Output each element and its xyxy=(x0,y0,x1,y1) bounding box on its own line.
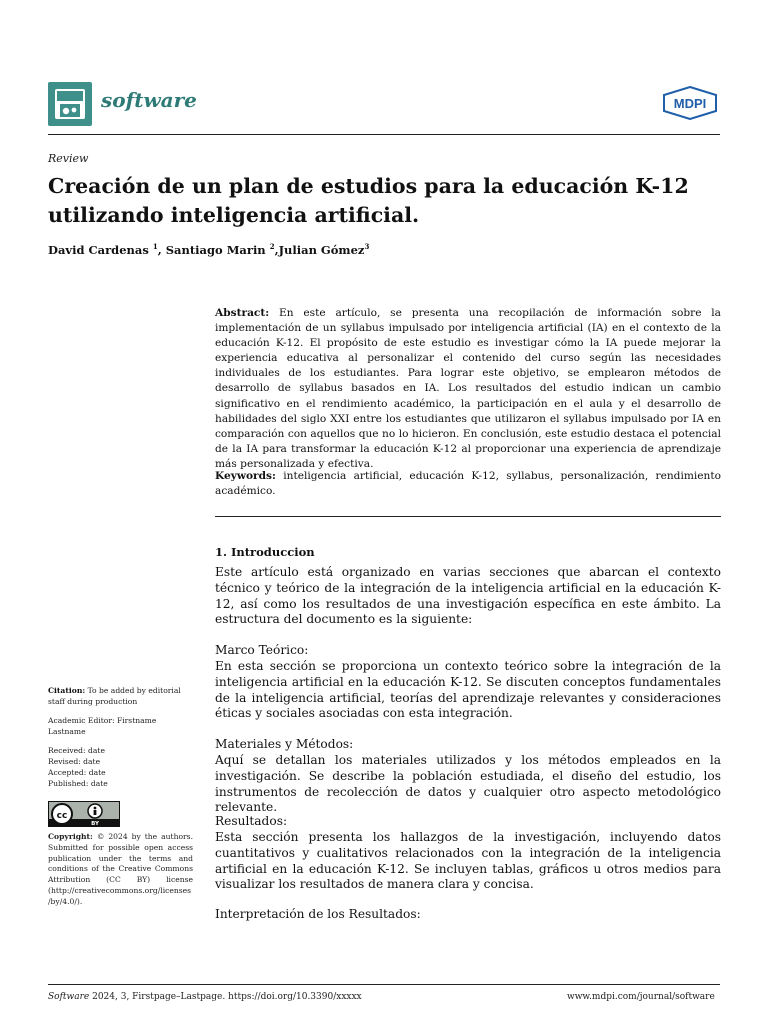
author-affiliation: 1 xyxy=(152,242,158,251)
article-type: Review xyxy=(48,152,89,165)
journal-url-link[interactable]: www.mdpi.com/journal/software xyxy=(567,992,715,1002)
keywords xyxy=(215,469,721,499)
resultados-paragraph: Esta sección presenta los hallazgos de la investigación, incluyendo datos cuantitativos y cualitativos relacionados con la integración de la inteligencia artificial en la educación K-12. Se incluyen tablas, gráficos u otros medios para visualizar los resultados de manera clara y concisa. xyxy=(215,830,721,892)
author-separator: , xyxy=(157,242,166,257)
section-heading: 1. Introduccion xyxy=(215,545,315,559)
journal-logo-icon xyxy=(48,82,92,126)
copyright-label: Copyright: xyxy=(48,832,93,841)
revised-date: Revised: date xyxy=(48,757,101,766)
author-name: Julian Gómez xyxy=(278,242,365,257)
editor-text: Firstname Lastname xyxy=(48,716,157,736)
marco-heading: Marco Teórico: xyxy=(215,643,309,657)
footer-citation-text: 2024, 3, Firstpage–Lastpage. https://doi.org/10.3390/xxxxx xyxy=(89,992,362,1002)
materiales-paragraph: Aquí se detallan los materiales utilizados y los métodos empleados en la investigación. Se describe la población estudiada, el diseño del estudio, los instrumentos de recolección de datos y cualquier otro aspecto metodológico relevante. xyxy=(215,753,721,815)
copyright-text: © 2024 by the authors. Submitted for possible open access publication under the terms and conditions of the Creative Commons Attribution (CC BY) license (http://creativecommons.org/licenses /by/4.0/). xyxy=(48,832,193,906)
materiales-heading: Materiales y Métodos: xyxy=(215,737,354,751)
abstract-label: Abstract: xyxy=(215,307,270,319)
footer-divider xyxy=(48,984,720,985)
svg-text:BY: BY xyxy=(91,821,99,826)
article-title: Creación de un plan de estudios para la educación K-12 utilizando inteligencia artificial. xyxy=(48,174,689,227)
citation-note xyxy=(48,686,193,708)
cc-by-license-icon[interactable] xyxy=(48,801,120,827)
intro-paragraph: Este artículo está organizado en varias secciones que abarcan el contexto técnico y teórico de la integración de la inteligencia artificial en la educación K-12, así como los resultados de una investigación específica en este ámbito. La estructura del documento es la siguiente: xyxy=(215,565,721,627)
keywords-text: inteligencia artificial, educación K-12, syllabus, personalización, rendimiento académico. xyxy=(215,470,722,498)
received-date: Received: date xyxy=(48,746,105,755)
svg-text:MDPI: MDPI xyxy=(673,96,707,111)
citation-text: To be added by editorial staff during production xyxy=(48,686,181,706)
academic-editor xyxy=(48,716,193,738)
author-separator: , xyxy=(274,242,279,257)
citation-label: Citation: xyxy=(48,686,86,695)
abstract-divider xyxy=(215,516,721,517)
abstract xyxy=(215,306,721,472)
author-list xyxy=(48,242,369,257)
footer-citation xyxy=(48,992,362,1002)
author-affiliation: 3 xyxy=(364,242,370,251)
header-divider xyxy=(48,134,720,135)
keywords-label: Keywords: xyxy=(215,470,276,482)
editor-label: Academic Editor: xyxy=(48,716,115,725)
abstract-text: En este artículo, se presenta una recopilación de información sobre la implementación de un syllabus impulsado por inteligencia artificial (IA) en el contexto de la educación K-12. El propósito de este estudio es investigar cómo la IA puede mejorar la experiencia educativa al personalizar el contenido del curso según las necesidades individuales de los estudiantes. Para lograr este objetivo, se emplearon métodos de desarrollo de syllabus basados en IA. Los resultados del estudio indican un cambio significativo en el rendimiento académico, la participación en el aula y el desarrollo de habilidades del siglo XXI entre los estudiantes que utilizaron el syllabus impulsado por IA en comparación con aquellos que no lo hicieron. En conclusión, este estudio destaca el potencial de la IA para transformar la educación K-12 al proporcionar una experiencia de aprendizaje más personalizada y efectiva. xyxy=(215,307,721,470)
journal-name: software xyxy=(101,88,197,112)
svg-text:cc: cc xyxy=(56,811,68,821)
author-affiliation: 2 xyxy=(269,242,275,251)
published-date: Published: date xyxy=(48,779,108,788)
resultados-heading: Resultados: xyxy=(215,814,288,828)
mdpi-logo-icon xyxy=(662,86,718,120)
interpretacion-heading: Interpretación de los Resultados: xyxy=(215,907,421,921)
copyright-note xyxy=(48,832,193,908)
author-name: David Cardenas xyxy=(48,242,149,257)
author-name: Santiago Marin xyxy=(165,242,266,257)
accepted-date: Accepted: date xyxy=(48,768,106,777)
marco-paragraph: En esta sección se proporciona un contexto teórico sobre la integración de la inteligencia artificial en la educación K-12. Se discuten conceptos fundamentales de la inteligencia artificial, teorías del aprendizaje relevantes y consideraciones éticas y sociales asociadas con esta integración. xyxy=(215,659,721,721)
footer-journal: Software xyxy=(48,992,90,1002)
